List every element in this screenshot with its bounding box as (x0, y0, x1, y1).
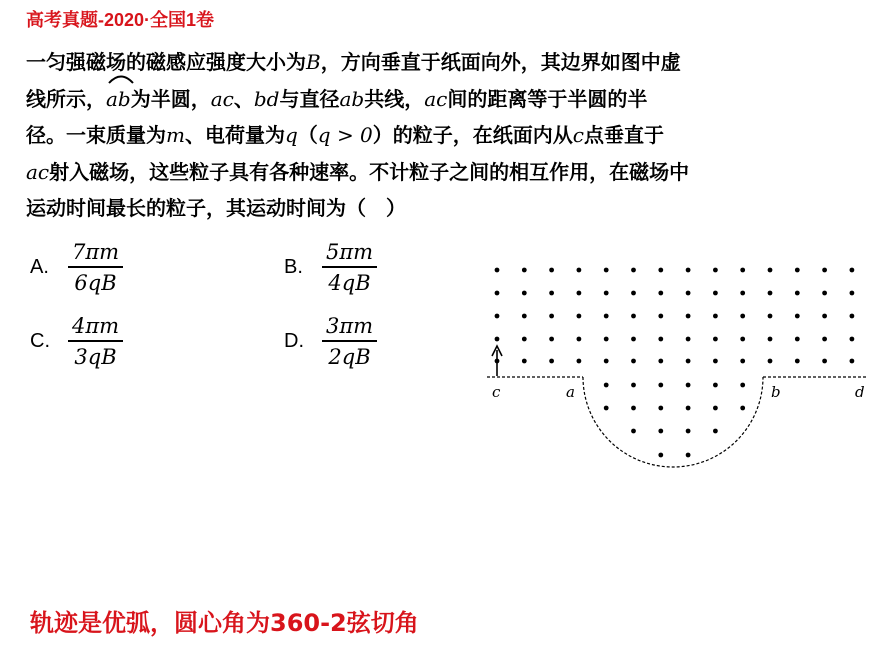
field-dot (713, 429, 718, 434)
arc-ab: ab (106, 81, 131, 118)
option-d-fraction: $\frac{3\pi m}{2qB}$ (322, 314, 377, 369)
field-dot (604, 268, 609, 273)
field-dot (850, 268, 855, 273)
field-dot (795, 337, 800, 342)
label-c: c (492, 383, 501, 401)
field-dot (631, 337, 636, 342)
field-dot (795, 291, 800, 296)
option-d[interactable] (284, 314, 377, 369)
field-dot (686, 429, 691, 434)
field-dot (740, 383, 745, 388)
label-a: a (566, 383, 575, 401)
problem-text (26, 44, 876, 227)
field-dot (686, 268, 691, 273)
field-dot (495, 314, 500, 319)
field-dot (658, 337, 663, 342)
field-dot (604, 383, 609, 388)
field-dot (713, 406, 718, 411)
field-dot (822, 268, 827, 273)
option-d-letter: D. (284, 330, 304, 352)
field-dot (658, 291, 663, 296)
field-dot (577, 359, 582, 364)
field-dot (713, 383, 718, 388)
field-dot (795, 314, 800, 319)
field-dot (686, 383, 691, 388)
field-dot (768, 359, 773, 364)
field-dot (740, 406, 745, 411)
field-dot (522, 291, 527, 296)
problem-line-2: 线所示， ab为半圆，ac、bd与直径ab共线，ac间的距离等于半圆的半 (26, 81, 876, 118)
field-dot (631, 383, 636, 388)
label-b: b (771, 383, 781, 401)
field-dot (604, 359, 609, 364)
field-dot (768, 291, 773, 296)
option-c[interactable] (30, 314, 123, 369)
field-dot (631, 429, 636, 434)
field-dot (658, 406, 663, 411)
field-dot (522, 337, 527, 342)
field-dot (686, 337, 691, 342)
field-dot (822, 359, 827, 364)
field-dot (686, 359, 691, 364)
field-dot (658, 268, 663, 273)
field-dot (495, 337, 500, 342)
field-dot (768, 314, 773, 319)
field-dot (522, 314, 527, 319)
field-dot (686, 314, 691, 319)
field-dot (495, 268, 500, 273)
field-dots (495, 268, 855, 458)
field-dot (740, 337, 745, 342)
field-dot (713, 359, 718, 364)
option-b-fraction: $\frac{5\pi m}{4qB}$ (322, 240, 377, 295)
option-a[interactable] (30, 240, 123, 295)
field-dot (631, 314, 636, 319)
option-b[interactable] (284, 240, 377, 295)
label-d: d (855, 383, 865, 401)
field-dot (822, 314, 827, 319)
problem-line-4: ac射入磁场，这些粒子具有各种速率。不计粒子之间的相互作用，在磁场中 (26, 159, 690, 184)
problem-line-5: 运动时间最长的粒子，其运动时间为（ ） (26, 196, 406, 220)
field-dot (658, 453, 663, 458)
solution-note: 轨迹是优弧，圆心角为360-2弦切角 (30, 609, 419, 637)
field-dot (658, 429, 663, 434)
field-dot (522, 268, 527, 273)
field-dot (822, 337, 827, 342)
field-dot (658, 383, 663, 388)
field-dot (577, 337, 582, 342)
field-dot (631, 406, 636, 411)
field-dot (522, 359, 527, 364)
field-dot (740, 314, 745, 319)
field-dot (740, 359, 745, 364)
option-a-letter: A. (30, 256, 49, 278)
field-dot (549, 268, 554, 273)
field-dot (850, 314, 855, 319)
field-dot (604, 291, 609, 296)
field-dot (822, 291, 827, 296)
field-dot (795, 268, 800, 273)
field-dot (768, 268, 773, 273)
field-dot (549, 314, 554, 319)
field-dot (549, 359, 554, 364)
velocity-arrow-head (492, 346, 502, 356)
field-dot (604, 337, 609, 342)
field-dot (740, 291, 745, 296)
field-dot (768, 337, 773, 342)
option-b-letter: B. (284, 256, 303, 278)
option-c-fraction: $\frac{4\pi m}{3qB}$ (68, 314, 123, 369)
field-dot (795, 359, 800, 364)
problem-line-3: 径。一束质量为m、电荷量为q（q > 0）的粒子，在纸面内从c点垂直于 (26, 123, 664, 147)
field-dot (549, 337, 554, 342)
field-dot (658, 314, 663, 319)
field-dot (631, 291, 636, 296)
field-dot (577, 314, 582, 319)
field-dot (604, 314, 609, 319)
field-dot (686, 453, 691, 458)
option-c-letter: C. (30, 330, 50, 352)
field-dot (631, 359, 636, 364)
field-dot (740, 268, 745, 273)
field-dot (495, 359, 500, 364)
source-header: 高考真题-2020·全国1卷 (26, 10, 215, 30)
field-dot (850, 291, 855, 296)
field-dot (631, 268, 636, 273)
option-a-fraction: $\frac{7\pi m}{6qB}$ (68, 240, 123, 295)
problem-line-1: 一匀强磁场的磁感应强度大小为B，方向垂直于纸面向外，其边界如图中虚 (26, 50, 681, 74)
field-dot (577, 291, 582, 296)
field-dot (658, 359, 663, 364)
field-dot (495, 291, 500, 296)
field-dot (577, 268, 582, 273)
field-dot (713, 314, 718, 319)
field-dot (850, 337, 855, 342)
semicircle-boundary (583, 377, 763, 467)
field-dot (549, 291, 554, 296)
field-dot (713, 337, 718, 342)
field-dot (604, 406, 609, 411)
field-dot (686, 406, 691, 411)
field-dot (686, 291, 691, 296)
field-dot (713, 268, 718, 273)
field-dot (850, 359, 855, 364)
field-dot (713, 291, 718, 296)
